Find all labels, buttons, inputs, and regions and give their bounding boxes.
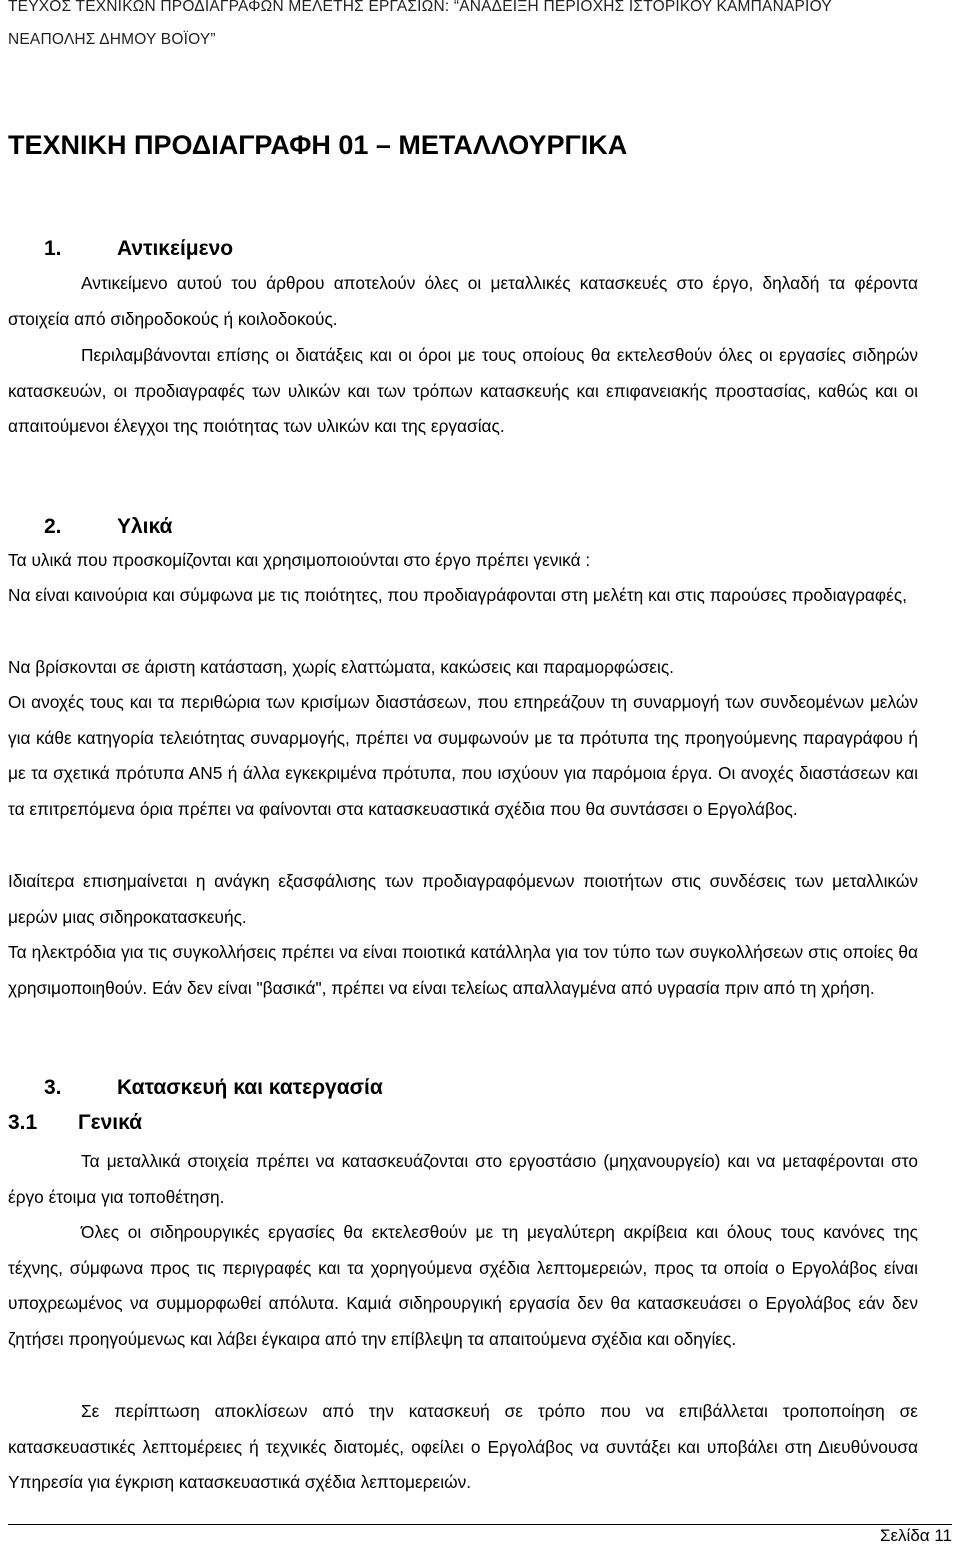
section-2-heading [44,515,172,539]
subsection-3-1-heading [8,1111,142,1135]
section-2-intro: Τα υλικά που προσκομίζονται και χρησιμοποιούνται στο έργο πρέπει γενικά : [8,550,591,570]
section-2-paragraph-3: Τα ηλεκτρόδια για τις συγκολλήσεις πρέπει να είναι ποιοτικά κατάλληλα για τον τύπο των συγκολλήσεων στις οποίες θα χρησιμοποιηθούν. Εάν δεν είναι "βασικά", πρέπει να είναι τελείως απαλλαγμένα από υγρασία πριν από τη χρήση. [8,942,918,998]
section-1-title: Αντικείμενο [117,237,234,260]
spec-title: ΤΕΧΝΙΚΗ ΠΡΟΔΙΑΓΡΑΦΗ 01 – ΜΕΤΑΛΛΟΥΡΓΙΚΑ [8,130,628,160]
section-2-item-1: Να είναι καινούρια και σύμφωνα με τις ποιότητες, που προδιαγράφονται στη μελέτη και στις παρούσες προδιαγραφές, [8,585,907,605]
section-3-title: Κατασκευή και κατεργασία [117,1076,383,1099]
section-2-number: 2. [44,515,62,538]
section-3-paragraph-3: Σε περίπτωση αποκλίσεων από την κατασκευή σε τρόπο που να επιβάλλεται τροποποίηση σε κατασκευαστικές λεπτομέρειες ή τεχνικές διατομές, οφείλει ο Εργολάβος να συντάξει και υποβάλει στη Διευθύνουσα Υπηρεσία για έγκριση κατασκευαστικά σχέδια λεπτομερειών. [8,1401,918,1492]
section-3-heading [44,1076,383,1100]
footer-divider [8,1524,952,1525]
section-3-paragraph-1: Τα μεταλλικά στοιχεία πρέπει να κατασκευάζονται στο εργοστάσιο (μηχανουργείο) και να μεταφέρονται στο έργο έτοιμα για τοποθέτηση. [8,1151,918,1207]
header-line-1: ΤΕΥΧΟΣ ΤΕΧΝΙΚΩΝ ΠΡΟΔΙΑΓΡΑΦΩΝ ΜΕΛΕΤΗΣ ΕΡΓΑΣΙΩΝ: “ΑΝΑΔΕΙΞΗ ΠΕΡΙΟΧΗΣ ΙΣΤΟΡΙΚΟΥ ΚΑΜΠΑΝΑΡΙΟΥ [8,0,832,15]
subsection-3-1-number: 3.1 [8,1111,38,1134]
section-1-heading [44,237,233,261]
page-number: Σελίδα 11 [879,1526,952,1545]
section-1-number: 1. [44,237,62,260]
section-2-paragraph-2: Ιδιαίτερα επισημαίνεται η ανάγκη εξασφάλισης των προδιαγραφόμενων ποιοτήτων στις συνδέσεις των μεταλλικών μερών μιας σιδηροκατασκευής. [8,871,918,927]
subsection-3-1-title: Γενικά [78,1111,143,1134]
section-3-paragraph-2: Όλες οι σιδηρουργικές εργασίες θα εκτελεσθούν με τη μεγαλύτερη ακρίβεια και όλους τους κανόνες της τέχνης, σύμφωνα προς τις περιγραφές και τα χορηγούμενα σχέδια λεπτομερειών, προς τα οποία ο Εργολάβος είναι υποχρεωμένος να συμμορφωθεί απόλυτα. Καμιά σιδηρουργική εργασία δεν θα κατασκευάσει ο Εργολάβος εάν δεν ζητήσει προηγούμενως και λάβει έγκαιρα από την επίβλεψη τα απαιτούμενα σχέδια και οδηγίες. [8,1222,918,1349]
section-1-paragraph-1: Αντικείμενο αυτού του άρθρου αποτελούν όλες οι μεταλλικές κατασκευές στο έργο, δηλαδή τα φέροντα στοιχεία από σιδηροδοκούς ή κοιλοδοκούς. [8,273,918,329]
section-2-title: Υλικά [117,515,173,538]
section-2-paragraph-1: Οι ανοχές τους και τα περιθώρια των κρισίμων διαστάσεων, που επηρεάζουν τη συναρμογή των συνδεομένων μελών για κάθε κατηγορία τελειότητας συναρμογής, πρέπει να συμφωνούν με τα πρότυπα της προηγούμενης παραγράφου ή με τα σχετικά πρότυπα ΑΝ5 ή άλλα εγκεκριμένα πρότυπα, που ισχύουν για παρόμοια έργα. Οι ανοχές διαστάσεων και τα επιτρεπόμενα όρια πρέπει να φαίνονται στα κατασκευαστικά σχέδια που θα συντάσσει ο Εργολάβος. [8,692,918,819]
section-2-item-2: Να βρίσκονται σε άριστη κατάσταση, χωρίς ελαττώματα, κακώσεις και παραμορφώσεις. [8,657,674,677]
section-1-paragraph-2: Περιλαμβάνονται επίσης οι διατάξεις και οι όροι με τους οποίους θα εκτελεσθούν όλες οι εργασίες σιδηρών κατασκευών, οι προδιαγραφές των υλικών και των τρόπων κατασκευής και επιφανειακής προστασίας, καθώς και οι απαιτούμενοι έλεγχοι της ποιότητας των υλικών και της εργασίας. [8,345,918,436]
header-line-2: ΝΕΑΠΟΛΗΣ ΔΗΜΟΥ ΒΟΪΟΥ” [8,31,216,48]
section-3-number: 3. [44,1076,62,1099]
